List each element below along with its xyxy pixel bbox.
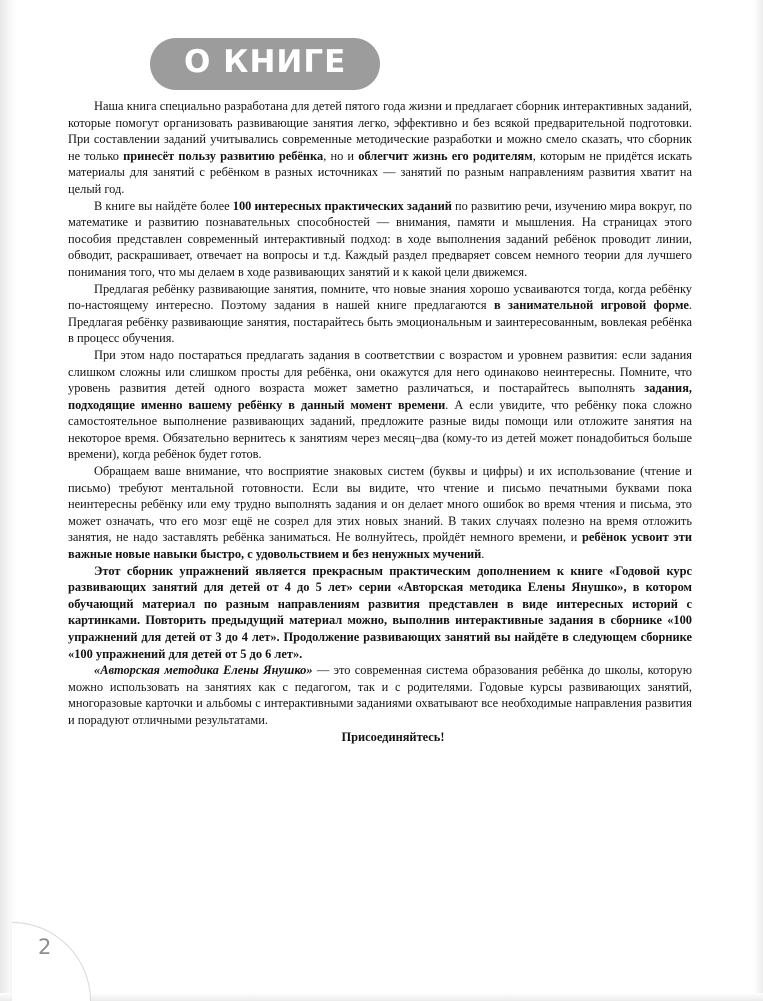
text-run: задания, подходящие именно вашему ребёнку в данный момент времени <box>68 381 692 412</box>
paragraph-7-method <box>68 662 692 728</box>
page-edge-bottom <box>0 993 763 1001</box>
page-edge-left <box>0 0 16 1001</box>
text-run: В книге вы найдёте более <box>94 198 233 213</box>
page-corner-cut <box>12 922 91 1001</box>
text-run: Наша книга специально разработана для детей пятого года жизни и предлагает сборник интерактивных заданий, которые помогут организовать развивающие занятия легко, эффективно и без всякой предварительной подготовки. При составлении заданий учитывались современные методические разработки и можно смело сказать, что сборник не только <box>68 99 692 163</box>
page-number: 2 <box>38 935 52 959</box>
paragraph-5 <box>68 463 692 563</box>
paragraph-1 <box>68 98 692 198</box>
text-run: ребёнок усвоит эти важные новые навыки быстро, с удовольствием и без ненужных мучений <box>68 530 692 562</box>
text-run: . <box>481 547 485 562</box>
paragraph-3 <box>68 281 692 347</box>
paragraph-6-highlight <box>68 563 692 663</box>
text-run: . А если увидите, что ребёнку пока сложно самостоятельное выполнение развивающих заданий, предложите разные виды помощи или отложите занятия на некоторое время. Обязательно вернитесь к занятиям через месяц–два (кому-то из детей может понадобиться больше времени), когда ребёнок будет готов. <box>68 397 692 462</box>
text-run: , которым не придётся искать материалы для занятий с ребёнком в разных источниках — занятий по разным направлениям развития хватит на целый год. <box>68 148 692 196</box>
page-title-pill: О КНИГЕ <box>150 38 380 90</box>
closing-line: Присоединяйтесь! <box>341 729 445 744</box>
paragraph-2 <box>68 198 692 281</box>
text-run: , но и <box>323 148 359 163</box>
text-run: облегчит жизнь его родителям <box>358 148 533 163</box>
text-run: 100 интересных практических заданий <box>232 198 452 213</box>
text-run: . Предлагая ребёнку развивающие занятия, постарайтесь быть эмоциональным и заинтересованным, вовлекая ребёнка в процесс обучения. <box>68 298 692 346</box>
page-title <box>150 38 380 90</box>
article-body <box>68 98 692 745</box>
text-run: Обращаем ваше внимание, что восприятие знаковых систем (буквы и цифры) и их использование (чтение и письмо) требуют ментальной готовности. Если вы видите, что чтение и письмо печатными буквами пока неинтересны ребёнку или ему трудно выполнять задания и он делает много ошибок во время чтения и письма, это может означать, что его мозг ещё не созрел для этих новых знаний. В таких случаях полезно на время отложить занятия, не надо заставлять ребёнка заниматься. Не волнуйтесь, пройдёт немного времени, и <box>68 464 692 545</box>
text-run: принесёт пользу развитию ребёнка <box>123 148 324 163</box>
text-run: по развитию речи, изучению мира вокруг, по математике и развитию познавательных способностей — внимания, памяти и мышления. На страницах этого пособия представлен современный интерактивный подход: в ходе выполнения заданий ребёнок проводит линии, обводит, раскрашивает, отвечает на вопросы и т.д. Каждый раздел предваряет совсем немного теории для лучшего понимания того, что мы делаем в ходе развивающих занятий и к какой цели движемся. <box>68 198 693 279</box>
text-run: Этот сборник упражнений является прекрасным практическим дополнением к книге «Годовой курс развивающих занятий для детей от 4 до 5 лет» серии «Авторская методика Елены Янушко», в котором обучающий материал по разным направлениям развития представлен в виде интересных историй с картинками. Повторить предыдущий материал можно, выполнив интерактивные задания в сборнике «100 упражнений для детей от 3 до 4 лет». Продолжение развивающих занятий вы найдёте в следующем сборнике «100 упражнений для детей от 5 до 6 лет». <box>68 563 692 661</box>
text-run: «Авторская методика Елены Янушко» <box>94 663 313 678</box>
text-run: При этом надо постараться предлагать задания в соответствии с возрастом и уровнем развития: если задания слишком сложны или слишком просты для ребёнка, они окажутся для него одинаково неинтересны. Помните, что уровень развития детей одного возраста может заметно различаться, и постарайтесь выполнять <box>68 347 692 396</box>
paragraph-4 <box>68 347 692 463</box>
text-run: — это современная система образования ребёнка до школы, которую можно использовать на занятиях как с педагогом, так и с родителями. Годовые курсы развивающих занятий, многоразовые карточки и альбомы с интерактивными заданиями охватывают все необходимые направления развития и порадуют отличными результатами. <box>68 663 692 727</box>
text-run: в занимательной игровой форме <box>493 298 689 313</box>
text-run: Предлагая ребёнку развивающие занятия, помните, что новые знания хорошо усваиваются тогда, когда ребёнку по-настоящему интересно. Поэтому задания в нашей книге предлагаются <box>68 281 692 313</box>
page-edge-right <box>753 0 763 1001</box>
